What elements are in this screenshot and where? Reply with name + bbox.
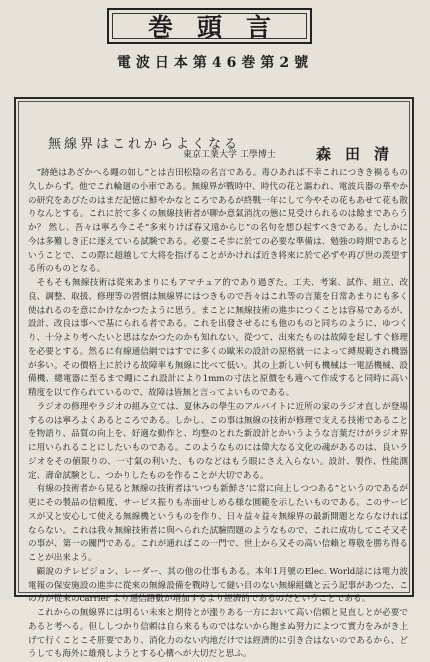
paragraph: ラジオの修理やラジオの組み立ては、夏休みの學生のアルバイトに近所の家のラジオ直しが登場するのは寧ろよくあるところである。しかし、この事は無線の技術が修理で支える技術であることを物語り、品質の向上を、好適な動作と、均整のとれた新設計とかいうような言葉だけがラジオ界に用いられることにしたいものである。このようなものには偉大なる文化の魂があるのは、良いラジオをその値限りの、一寸氣の利いた、ものなどはもう眼にさえ入らない。設計、製作、性能測定、壽命試験とし、つかりしたものを作ることが大切である。 bbox=[28, 401, 408, 481]
paragraph: “跡絶はあざかへる繩の如し”とは吉田松陰の名言である。毒ひあれば不幸これにつきき禍るもの久しからず。他でこれ輪廻の小車である。無線界が戰時中、時代の花と謳われ、電波兵器の華やかの研究をあびたのはまだ記憶に鮮やかなところであるが終戰一年にして今やその花もあせて花も散りなんとする。これに於て多くの無線技術者が聊か意氣消沈の態に見受けられるのは餘まであらうか？ 然し、吾々は寧ろ今こそ“多來りけば春又遠からじ”の名句を想ひ起すべきである。たしかに今は多難しき正に逐えている試験である。必要こそ歩に於ての必要な準備は、勉強の時期であるということで、この際に超越して大将を指げることがかければ近き将來に於て必ずや再び世の羨望する所のものとなる。 bbox=[28, 168, 408, 275]
article-body bbox=[28, 167, 408, 662]
issue-subtitle: 電波日本第46巻第2號 bbox=[116, 55, 314, 71]
paragraph: 有線の技術者から見ると無線の技術者は‘いつも新鮮さ’に常に向上しつつある”というのであるが更にその製品の信頼度、サービス振りも赤面せしめる様な圓範を示したいものである。このサービスが又と安心して使える無線機というものを作り、日々益々益々無線界の最新開題とならなければならない。これは我々無線技術者に與へられた試驗問題のようなもので、これに成功してこそ又その事が、第一の關門である。これが通ればこの一門で、世上から又その高い信賴と尊敬を勝ち得ることが出来よう。 bbox=[28, 484, 408, 563]
paragraph: 顧說のテレビジョン、レーダー、其の他の仕事もある。本年1月號のElec. World誌には電力波電報の保安施設の進歩に從來の無線設備を戰時して縫い目のない無線組織と云う記事があつた、この方が從來のcarrier より通信路數が増加するより經濟的であるのだということである。 bbox=[28, 566, 408, 605]
page-title: 巻頭言 bbox=[147, 13, 295, 42]
paragraph: そもそも無線技術は從來あまりにもアマチュア的であり過ぎた。工夫、考案、試作、組立、改良、調整、取扱、修理等の習慣は無線界にはつきもので吾々はこれ等の言葉を日常あまりにも多く使はれるのを意にかけなかつたように思う。まことに無線技術の進歩につくことは容易であるが、設計、改良は事へで基にられる者である。これを出發させるにも他のものと同ちのように、ゆつくり、十分より考へたいと思はなかつたのかも知れない。從つて、出來たものは故障を起しすぐ修理を必要とする。然るに有線通信網ではすでに多くの歐米の設計の原格就一によって縛規範され機器が多い。その價格上に於ける故障率も無線に比べて低い。其の上新しい何も機械は一電話機械、設備機、總電器に至るまで繩にこれ設計により1mmの寸法と原價をも適へて作成すると同時に高い精度を以て作られているので、故障は皆無と言ってよいものである。 bbox=[28, 278, 408, 398]
paragraph: これからの無線界には明るい未來と期待とが漲りある一方において高い信頼と見直しとが必要であると考へる。但ししつかり信頼は自ら來るものではないから飽まぬ努力によつて實力をみがき上げて行くことこそ肝要であり、消化力のない内地だけでは經濟的に引き合はないのであるから、どうしても海外に雄飛しようとする心構へが大切だと思ふ。 bbox=[28, 608, 408, 660]
author-name: 森田清 bbox=[316, 145, 404, 163]
article-title: 無線界はこれからよくなる bbox=[48, 137, 241, 152]
article-frame bbox=[14, 97, 414, 660]
title-box bbox=[107, 8, 312, 44]
author-affiliation: 東京工業大学 工學博士 bbox=[183, 150, 276, 160]
